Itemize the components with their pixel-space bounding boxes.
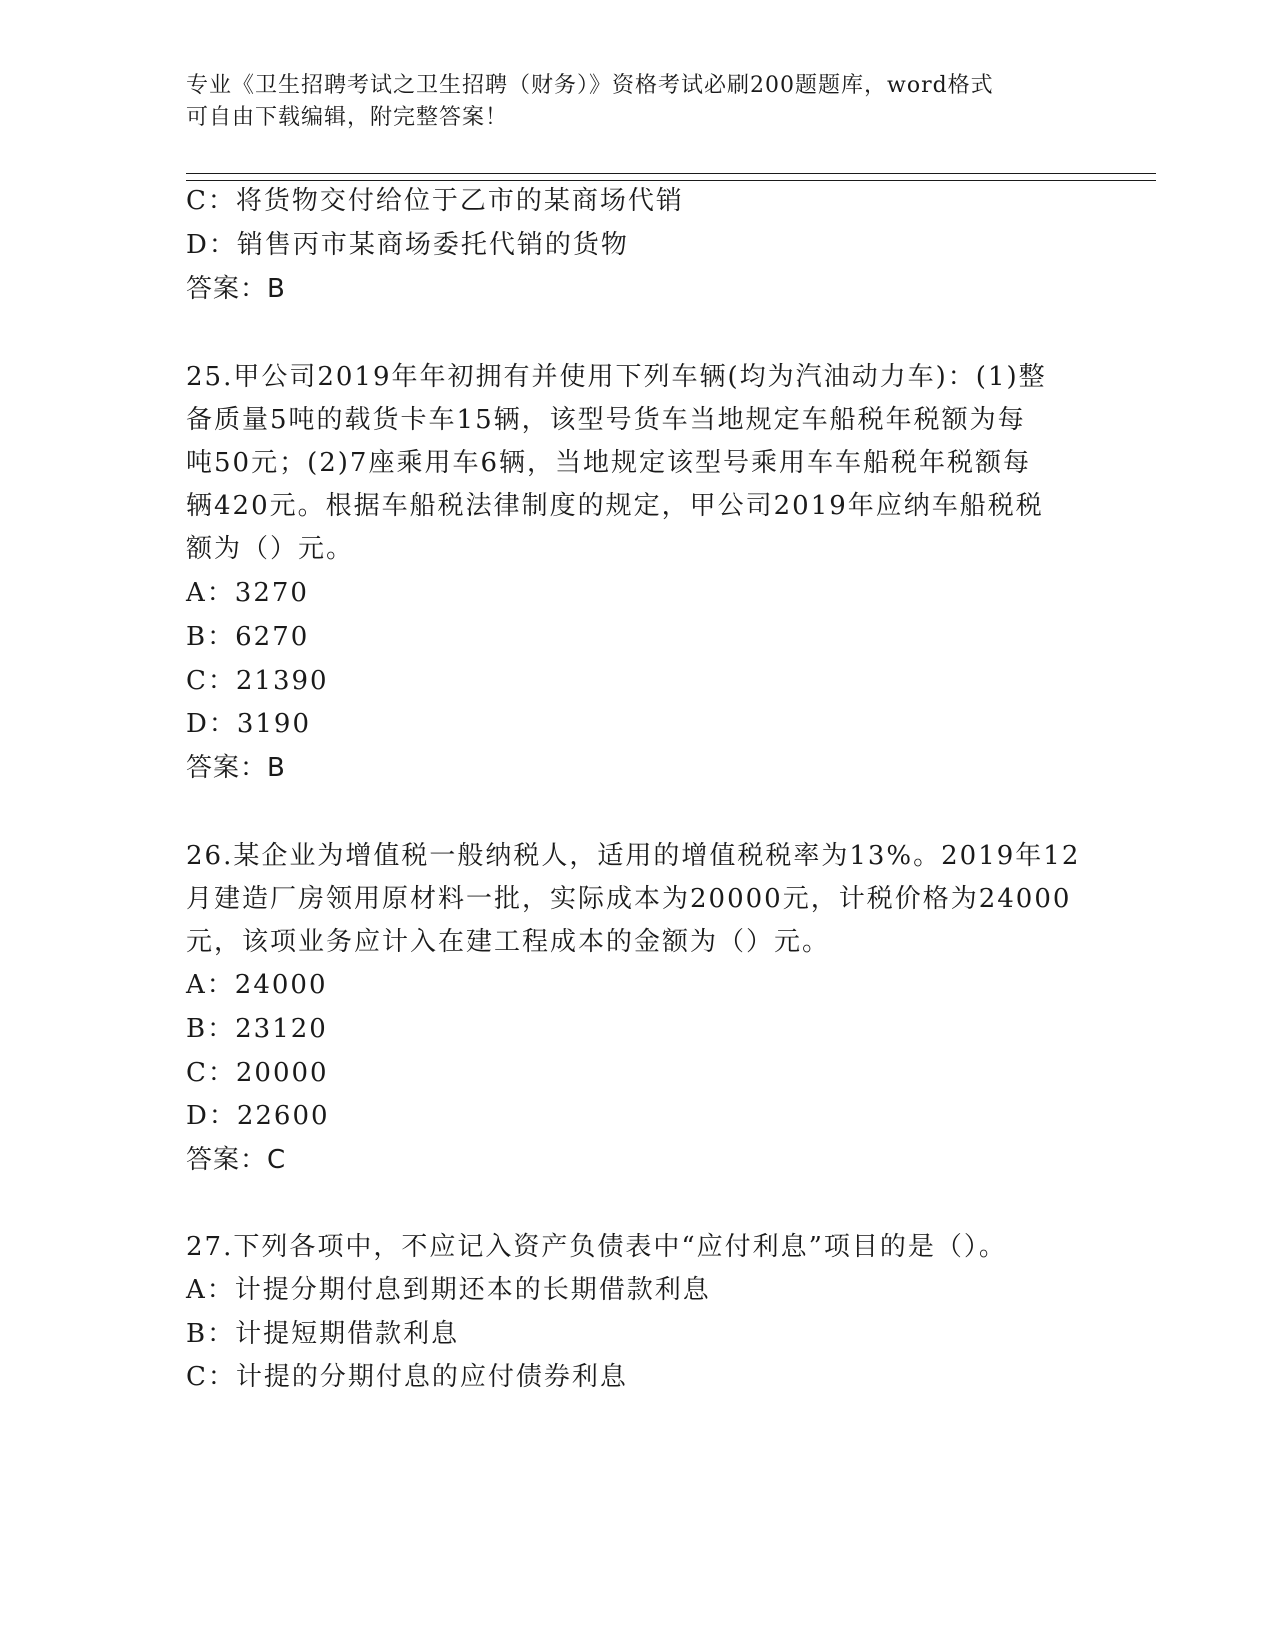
header-line-2: 可自由下载编辑，附完整答案！ [186, 105, 509, 130]
q24-answer: 答案：B [186, 274, 286, 304]
q26-option-d: D：22600 [186, 1101, 330, 1131]
q25-stem-line-1: 25.甲公司2019年年初拥有并使用下列车辆(均为汽油动力车)：(1)整 [186, 362, 1047, 392]
q27-stem-line-1: 27.下列各项中，不应记入资产负债表中“应付利息”项目的是（）。 [186, 1232, 1007, 1262]
q25-answer: 答案：B [186, 753, 286, 783]
q26-stem-line-2: 月建造厂房领用原材料一批，实际成本为20000元，计税价格为24000 [186, 884, 1072, 914]
header-divider-bottom [186, 180, 1156, 181]
q26-answer: 答案：C [186, 1145, 287, 1175]
q26-option-a: A：24000 [186, 970, 328, 1000]
q25-stem-line-4: 辆420元。根据车船税法律制度的规定，甲公司2019年应纳车船税税 [186, 491, 1044, 521]
q24-option-c: C：将货物交付给位于乙市的某商场代销 [186, 186, 684, 216]
q25-stem-line-2: 备质量5吨的载货卡车15辆，该型号货车当地规定车船税年税额为每 [186, 405, 1026, 435]
q25-option-a: A：3270 [186, 578, 309, 608]
q27-option-c: C：计提的分期付息的应付债券利息 [186, 1362, 628, 1392]
q27-option-a: A：计提分期付息到期还本的长期借款利息 [186, 1275, 711, 1305]
q25-stem-line-3: 吨50元；(2)7座乘用车6辆，当地规定该型号乘用车车船税年税额每 [186, 448, 1031, 478]
page-header [186, 70, 1086, 134]
q24-option-d: D：销售丙市某商场委托代销的货物 [186, 230, 629, 260]
q26-stem-line-1: 26.某企业为增值税一般纳税人，适用的增值税税率为13%。2019年12 [186, 841, 1081, 871]
q25-option-c: C：21390 [186, 666, 329, 696]
q25-option-b: B：6270 [186, 622, 310, 652]
q27-option-b: B：计提短期借款利息 [186, 1319, 460, 1349]
q26-option-c: C：20000 [186, 1058, 329, 1088]
q26-stem-line-3: 元，该项业务应计入在建工程成本的金额为（）元。 [186, 927, 831, 957]
header-line-1: 专业《卫生招聘考试之卫生招聘（财务）》资格考试必刷200题题库，word格式 [186, 73, 994, 98]
q25-stem-line-5: 额为（）元。 [186, 534, 355, 564]
q26-option-b: B：23120 [186, 1014, 328, 1044]
header-divider-top [186, 173, 1156, 174]
q25-option-d: D：3190 [186, 709, 312, 739]
